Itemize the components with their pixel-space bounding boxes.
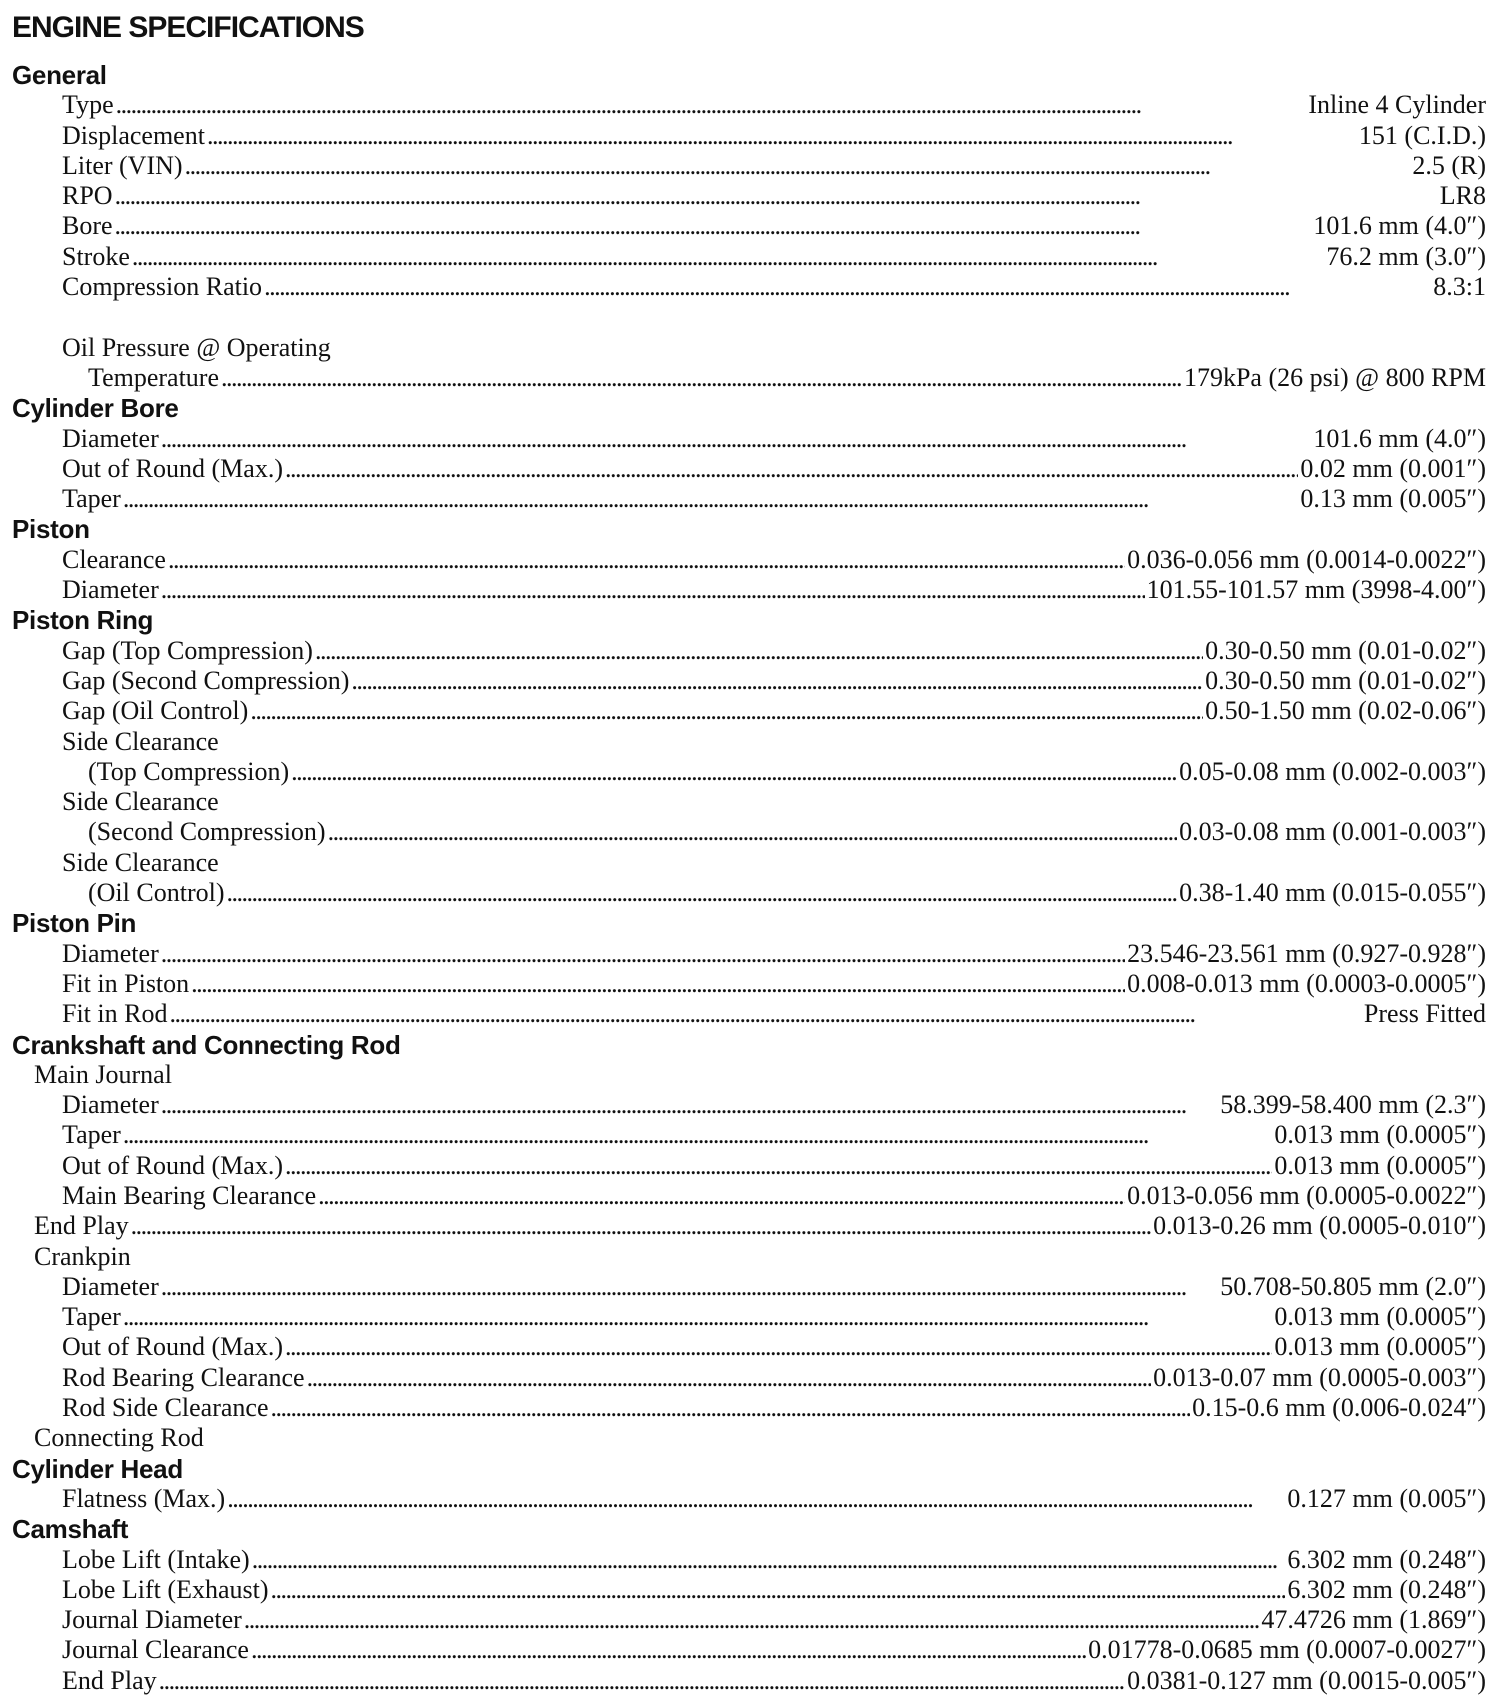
spec-value: 0.013 mm (0.0005″) [1274,1120,1486,1150]
section-heading: Cylinder Bore [12,393,179,424]
dot-leader [285,1332,1272,1362]
spec-value: 0.15-0.6 mm (0.006-0.024″) [1192,1393,1486,1423]
spec-row [0,181,1504,211]
spec-row [0,666,1504,696]
spec-label: Diameter [62,1090,159,1120]
section-heading: Cylinder Head [12,1453,183,1484]
spec-value: 0.05-0.08 mm (0.002-0.003″) [1179,756,1486,786]
subgroup-label-text: Connecting Rod [34,1423,204,1453]
dot-leader [169,999,1361,1029]
spec-row [0,1332,1504,1362]
subgroup-label [0,848,1504,878]
dot-leader [161,939,1125,969]
subgroup-label [0,333,1504,363]
page-title: ENGINE SPECIFICATIONS [12,11,364,44]
spec-row [0,454,1504,484]
spec-label: End Play [34,1211,129,1241]
spec-row [0,1545,1504,1575]
spec-label: (Oil Control) [88,878,225,908]
dot-leader [291,757,1177,787]
spec-label: (Second Compression) [88,817,326,847]
dot-leader [244,1605,1260,1635]
spec-value: 0.013-0.26 mm (0.0005-0.010″) [1153,1211,1486,1241]
spec-row [0,272,1504,302]
spec-value: 0.38-1.40 mm (0.015-0.055″) [1179,878,1486,908]
spec-row [0,999,1504,1029]
section-heading: Piston Ring [12,605,154,636]
subgroup-label [0,1242,1504,1272]
spec-row [0,1302,1504,1332]
dot-leader [168,545,1125,575]
dot-leader [264,272,1431,302]
dot-leader [132,242,1325,272]
spec-label: Lobe Lift (Intake) [62,1544,250,1574]
spec-label: Out of Round (Max.) [62,1332,283,1362]
spec-value: 76.2 mm (3.0″) [1326,241,1486,271]
spec-label: Out of Round (Max.) [62,453,283,483]
subgroup-label-text: Crankpin [34,1241,131,1271]
dot-leader [207,121,1357,151]
spec-row [0,1151,1504,1181]
spec-label: Gap (Oil Control) [62,696,249,726]
dot-leader [351,666,1203,696]
dot-leader [116,90,1307,120]
spec-row [0,424,1504,454]
spec-row [0,1272,1504,1302]
spec-label: Fit in Rod [62,999,168,1029]
spec-value: 101.6 mm (4.0″) [1313,423,1486,453]
section-heading: Crankshaft and Connecting Rod [12,1029,401,1060]
dot-leader [221,363,1182,393]
spacer [0,302,1504,332]
spec-label: Taper [62,1120,121,1150]
dot-leader [161,1272,1219,1302]
spec-value: 0.30-0.50 mm (0.01-0.02″) [1205,635,1486,665]
section-heading: Piston Pin [12,908,137,939]
dot-leader [328,817,1177,847]
spec-row [0,1363,1504,1393]
spec-label: Gap (Second Compression) [62,665,350,695]
dot-leader [250,696,1203,726]
dot-leader [131,1211,1151,1241]
subgroup-label-text: Side Clearance [62,787,219,817]
spec-row [0,545,1504,575]
spec-value: 151 (C.I.D.) [1358,120,1486,150]
spec-row [0,1605,1504,1635]
subgroup-label [0,787,1504,817]
subgroup-label [0,727,1504,757]
dot-leader [307,1363,1152,1393]
dot-leader [271,1393,1191,1423]
spec-label: Displacement [62,120,205,150]
dot-leader [191,969,1125,999]
dot-leader [161,575,1145,605]
dot-leader [315,636,1203,666]
spec-value: 58.399-58.400 mm (2.3″) [1220,1090,1486,1120]
spec-row [0,969,1504,999]
subgroup-label [0,1423,1504,1453]
dot-leader [227,1484,1285,1514]
spec-label: Out of Round (Max.) [62,1150,283,1180]
dot-leader [271,1575,1286,1605]
spec-label: Type [62,90,114,120]
spec-label: (Top Compression) [88,756,290,786]
dot-leader [159,1666,1125,1696]
dot-leader [285,454,1298,484]
dot-leader [123,484,1299,514]
spec-row [0,696,1504,726]
subgroup-label [0,1060,1504,1090]
dot-leader [115,181,1438,211]
spec-row [0,363,1504,393]
spec-value: 0.013-0.07 mm (0.0005-0.003″) [1153,1362,1486,1392]
spec-label: Taper [62,1302,121,1332]
spec-row [0,575,1504,605]
spec-row [0,1090,1504,1120]
spec-label: Flatness (Max.) [62,1483,226,1513]
spec-value: 0.013 mm (0.0005″) [1274,1332,1486,1362]
dot-leader [285,1151,1272,1181]
spec-row [0,757,1504,787]
spec-row [0,151,1504,181]
spec-value: 101.6 mm (4.0″) [1313,211,1486,241]
dot-leader [123,1120,1273,1150]
spec-value: 8.3:1 [1433,272,1486,302]
spec-label: Diameter [62,938,159,968]
spec-row [0,242,1504,272]
spec-value: Press Fitted [1363,999,1486,1029]
spec-value: 6.302 mm (0.248″) [1287,1574,1486,1604]
spec-value: LR8 [1439,181,1486,211]
spec-value: 0.50-1.50 mm (0.02-0.06″) [1205,696,1486,726]
dot-leader [227,878,1178,908]
spec-row [0,1393,1504,1423]
subgroup-label-text: Side Clearance [62,726,219,756]
dot-leader [161,424,1312,454]
spec-value: 0.30-0.50 mm (0.01-0.02″) [1205,665,1486,695]
spec-row [0,1484,1504,1514]
dot-leader [252,1545,1286,1575]
spec-label: Temperature [88,362,219,392]
spec-row [0,484,1504,514]
dot-leader [318,1181,1125,1211]
section-heading: Camshaft [12,1514,129,1545]
spec-row [0,939,1504,969]
spec-label: Liter (VIN) [62,150,183,180]
spec-label: Journal Diameter [62,1605,242,1635]
spec-label: Clearance [62,544,166,574]
spec-value: 47.4726 mm (1.869″) [1261,1605,1486,1635]
spec-value: 0.03-0.08 mm (0.001-0.003″) [1179,817,1486,847]
spec-value: 0.0381-0.127 mm (0.0015-0.005″) [1127,1665,1486,1695]
spec-label: Compression Ratio [62,272,263,302]
section-heading: Piston [12,514,90,545]
spec-label: Bore [62,211,113,241]
spec-value: 0.013 mm (0.0005″) [1274,1150,1486,1180]
spec-value: 2.5 (R) [1412,150,1486,180]
spec-row [0,1120,1504,1150]
spec-row [0,1211,1504,1241]
subgroup-label-text: Oil Pressure @ Operating [62,332,331,362]
spec-row [0,1181,1504,1211]
spec-row [0,1666,1504,1696]
dot-leader [123,1302,1273,1332]
spec-list [0,60,1504,1696]
spec-value: 0.01778-0.0685 mm (0.0007-0.0027″) [1088,1635,1486,1665]
dot-leader [251,1635,1086,1665]
spec-label: Rod Side Clearance [62,1393,269,1423]
spec-label: Stroke [62,241,130,271]
spec-value: 0.13 mm (0.005″) [1300,484,1486,514]
spec-label: Lobe Lift (Exhaust) [62,1574,269,1604]
dot-leader [161,1090,1219,1120]
spec-label: RPO [62,181,113,211]
spec-value: 0.008-0.013 mm (0.0003-0.0005″) [1127,968,1486,998]
spec-label: Diameter [62,575,159,605]
dot-leader [115,211,1312,241]
spec-value: 6.302 mm (0.248″) [1287,1544,1486,1574]
subgroup-label-text: Side Clearance [62,847,219,877]
spec-label: Journal Clearance [62,1635,249,1665]
spec-row [0,1575,1504,1605]
spec-label: Taper [62,484,121,514]
spec-row [0,121,1504,151]
spec-row [0,817,1504,847]
spec-label: Rod Bearing Clearance [62,1362,305,1392]
spec-label: Gap (Top Compression) [62,635,313,665]
subgroup-label-text: Main Journal [34,1059,172,1089]
spec-value: 101.55-101.57 mm (3998-4.00″) [1146,575,1486,605]
spec-row [0,211,1504,241]
spec-value: 179kPa (26 psi) @ 800 RPM [1183,362,1486,392]
spec-value: Inline 4 Cylinder [1308,90,1486,120]
spec-row [0,878,1504,908]
spec-label: End Play [62,1665,157,1695]
section-heading: General [12,60,107,90]
spec-row [0,90,1504,120]
spec-label: Diameter [62,1271,159,1301]
spec-row [0,636,1504,666]
spec-value: 23.546-23.561 mm (0.927-0.928″) [1127,938,1486,968]
spec-label: Main Bearing Clearance [62,1180,317,1210]
spec-value: 0.036-0.056 mm (0.0014-0.0022″) [1127,544,1486,574]
dot-leader [185,151,1411,181]
spec-value: 0.013-0.056 mm (0.0005-0.0022″) [1127,1180,1486,1210]
spec-value: 0.127 mm (0.005″) [1287,1483,1486,1513]
spec-label: Diameter [62,423,159,453]
spec-row [0,1635,1504,1665]
spec-value: 0.02 mm (0.001″) [1300,453,1486,483]
spec-label: Fit in Piston [62,968,190,998]
spec-value: 50.708-50.805 mm (2.0″) [1220,1271,1486,1301]
spec-value: 0.013 mm (0.0005″) [1274,1302,1486,1332]
